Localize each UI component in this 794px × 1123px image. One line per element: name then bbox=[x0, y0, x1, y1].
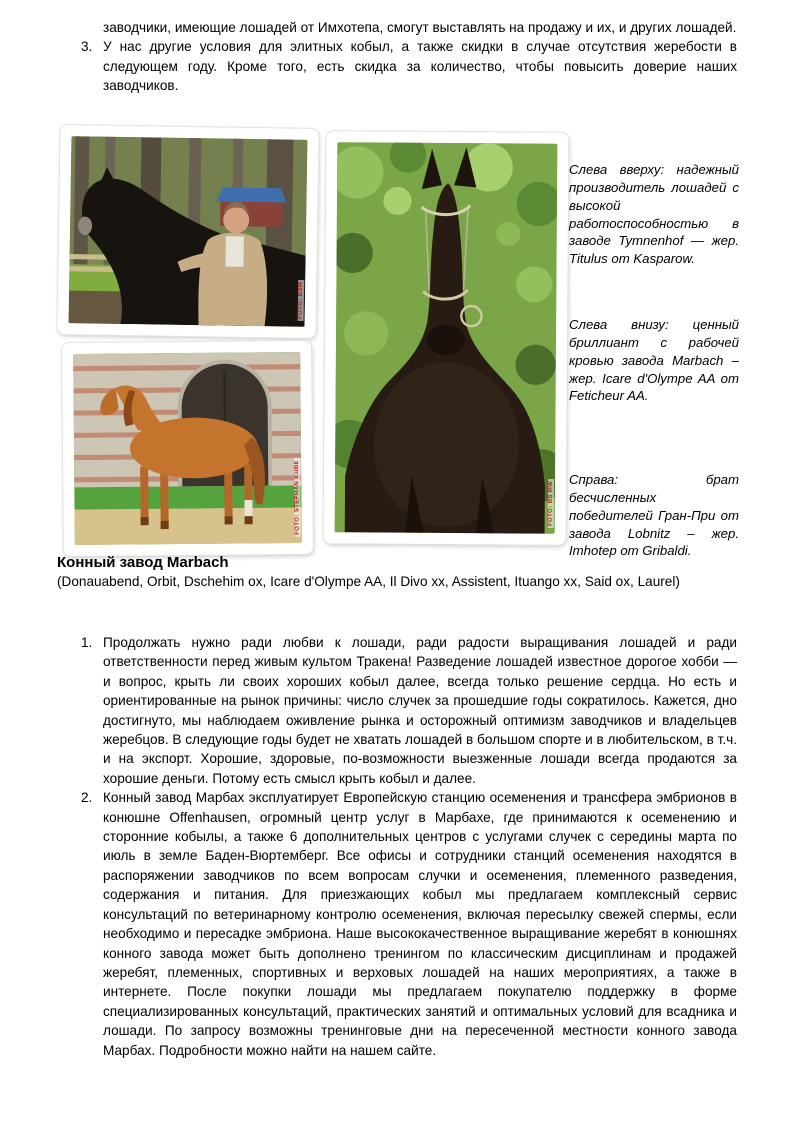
list-item-1 bbox=[57, 633, 737, 788]
photo-bottom-left-image bbox=[73, 352, 302, 545]
list-item-2-text: Конный завод Марбах эксплуатирует Европейскую станцию осеменения и трансфера эмбрионов в конюшне Offenhausen, огромный центр услуг в Марбахе, где принимаются к осеменению и сторонние кобылы, а также 6 дополнительных центров с услугами случек с середины марта по июль в земле Баден-Вюртемберг. Все офисы и сотрудники станций осеменения находятся в распоряжении заводчиков по всем вопросам случки и осеменения, племенного разведения, содержания и питания. Для приезжающих кобыл мы предлагаем комплексный сервис консультаций по ветеринарному контролю осеменения, включая пересылку свежей спермы, если необходимо и пересадке эмбриона. Наше высококачественное выращивание жеребят в конюшнях конного завода может быть дополнено тренингом по классическим дисциплинам и продажей жеребят, племенных, спортивных и верховых лошадей на наших мероприятиях, а также в интернете. После покупки лошади мы предлагаем покупателю поддержку в форме специализированных консультаций, практических занятий и оптимальных условий для всадника и лошади. По запросу возможны тренинговые дни на пересеченной местности конного завода Марбах. Подробности можно найти на нашем сайте. bbox=[103, 790, 737, 1058]
list-item-2-number: 2. bbox=[81, 790, 93, 806]
chestnut-horse-stable-illustration bbox=[73, 352, 302, 545]
section-subtitle: (Donauabend, Orbit, Dschehim ox, Icare d'Olympe AA, Il Divo xx, Assistent, Ituango xx, Said ox, Laurel) bbox=[57, 574, 680, 589]
photo-credit-bottom-left: FOTO: STEPHAN KUBE bbox=[294, 460, 301, 536]
list-item-2 bbox=[57, 788, 737, 1060]
caption-middle-photo: Справа: брат бесчисленных победителей Гран-При от завода Lobnitz – жер. Imhotep от Gribaldi. bbox=[569, 472, 739, 559]
photo-top-left-image bbox=[69, 136, 308, 327]
section-list bbox=[57, 633, 737, 1060]
photo-credit-top-left: FOTO: BSM bbox=[297, 281, 305, 319]
list-item-1-text: Продолжать нужно ради любви к лошади, ради радости выращивания лошадей и ради ответственности перед живым культом Тракена! Разведение лошадей известное дорогое хобби — и вопрос, крыть ли своих хороших кобыл далее, всегда только решение сердца. Но есть и ориентированные на рынок причины: число случек за прошедшие годы сократилось. Кажется, дно достигнуто, мы наблюдаем оживление рынка и осторожный оптимизм заводчиков и владельцев жеребцов. В следующие годы будет не хватать лошадей в большом спорте и в любительском, в т.ч. и на экспорт. Хорошие, здоровые, по-возможности выезженные лошади всегда продаются за хорошие деньги. Потому есть смысл крыть кобыл и далее. bbox=[103, 635, 737, 786]
list-item-3 bbox=[57, 37, 737, 95]
list-item-3-number: 3. bbox=[81, 39, 93, 55]
photo-middle bbox=[324, 131, 569, 545]
section-title: Конный завод Marbach bbox=[57, 554, 229, 571]
list-item-1-number: 1. bbox=[81, 635, 93, 650]
caption-top-left-photo: Слева вверху: надежный производитель лошадей с высокой работоспособностью в заводе Tymnenhof — жер. Titulus от Kasparow. bbox=[569, 162, 739, 267]
dark-stallion-foliage-illustration bbox=[335, 142, 558, 534]
intro-block bbox=[57, 18, 737, 96]
photo-middle-image bbox=[335, 142, 558, 534]
intro-continuation-text: заводчики, имеющие лошадей от Имхотепа, смогут выставлять на продажу и их, и других лошадей. bbox=[103, 20, 737, 35]
forest-horse-man-illustration bbox=[69, 136, 308, 327]
photo-band bbox=[57, 127, 737, 559]
photo-bottom-left bbox=[62, 341, 313, 556]
photo-credit-middle: FOTO: BS MW bbox=[547, 480, 555, 526]
list-item-3-text: У нас другие условия для элитных кобыл, а также скидки в случае отсутствия жеребости в следующем году. Кроме того, есть скидка за количество, чтобы повысить доверие наших заводчиков. bbox=[103, 39, 737, 94]
photo-top-left bbox=[57, 125, 318, 338]
caption-bottom-left-photo: Слева внизу: ценный бриллиант с рабочей кровью завода Marbach – жер. Icare d'Olympe AA от Feticheur AA. bbox=[569, 317, 739, 404]
